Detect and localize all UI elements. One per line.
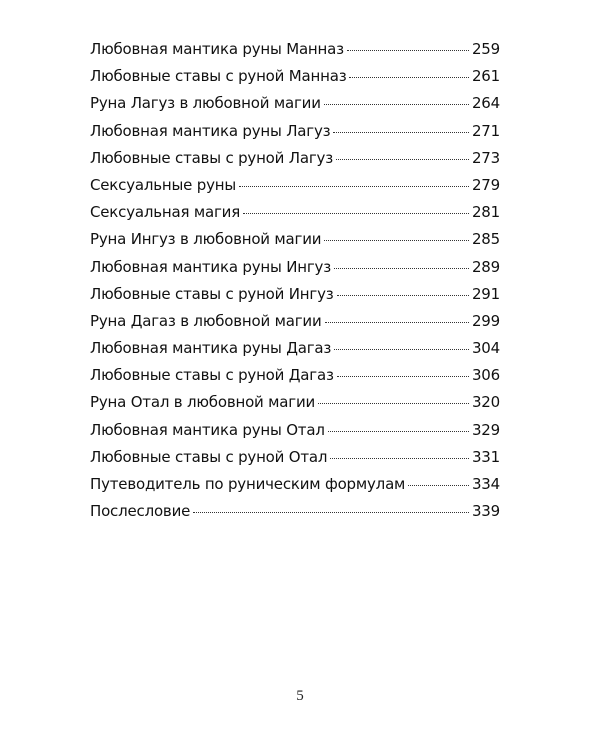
toc-entry: [90, 339, 500, 366]
toc-leader-dots: [408, 485, 469, 486]
toc-entry-page: 285: [471, 230, 500, 249]
toc-entry-page: 331: [471, 447, 500, 466]
toc-leader-dots: [328, 431, 469, 432]
toc-entry-page: 271: [471, 121, 500, 140]
toc-entry-title: Любовная мантика руны Отал: [90, 420, 325, 439]
toc-entry-page: 334: [471, 475, 500, 493]
toc-leader-dots: [330, 458, 469, 459]
toc-entry-title: Любовная мантика руны Ингуз: [90, 257, 331, 276]
toc-entry: [90, 230, 500, 257]
toc-entry-title: Любовная мантика руны Дагаз: [90, 339, 332, 358]
toc-leader-dots: [334, 268, 469, 269]
toc-entry: [90, 40, 500, 67]
toc-entry: [90, 421, 500, 448]
toc-entry: [90, 366, 500, 393]
toc-leader-dots: [334, 349, 469, 350]
toc-leader-dots: [239, 186, 469, 187]
toc-entry-page: 281: [471, 203, 500, 222]
toc-entry-page: 329: [471, 420, 500, 439]
toc-entry-page: 289: [471, 257, 500, 276]
toc-entry-title: Любовные ставы с руной Лагуз: [90, 148, 333, 167]
toc-entry: [90, 258, 500, 285]
toc-entry-page: 304: [471, 339, 500, 358]
toc-entry: [90, 448, 500, 475]
toc-entry-title: Руна Ингуз в любовной магии: [90, 230, 322, 249]
toc-entry: [90, 285, 500, 312]
toc-entry-page: 261: [471, 67, 500, 86]
toc-entry: [90, 67, 500, 94]
toc-entry-title: Послесловие: [90, 502, 191, 521]
toc-entry: [90, 203, 500, 230]
toc-entry-title: Руна Дагаз в любовной магии: [90, 311, 322, 330]
toc-entry-title: Сексуальная магия: [90, 203, 241, 222]
toc-leader-dots: [337, 295, 469, 296]
toc-entry: [90, 122, 500, 149]
table-of-contents: [90, 40, 500, 529]
toc-leader-dots: [325, 322, 469, 323]
toc-leader-dots: [243, 213, 469, 214]
toc-entry-page: 259: [471, 40, 500, 58]
toc-entry: [90, 149, 500, 176]
toc-entry: [90, 176, 500, 203]
toc-entry: [90, 393, 500, 420]
toc-leader-dots: [193, 512, 469, 513]
toc-leader-dots: [349, 77, 468, 78]
toc-entry-title: Любовная мантика руны Лагуз: [90, 121, 331, 140]
toc-leader-dots: [347, 50, 469, 51]
toc-leader-dots: [324, 240, 469, 241]
page-number: 5: [296, 688, 304, 704]
toc-entry-page: 273: [471, 148, 500, 167]
toc-entry-title: Любовные ставы с руной Отал: [90, 447, 328, 466]
toc-entry-page: 339: [471, 502, 500, 521]
toc-leader-dots: [324, 104, 469, 105]
toc-leader-dots: [333, 132, 469, 133]
toc-leader-dots: [337, 376, 469, 377]
toc-entry-page: 264: [471, 94, 500, 113]
toc-entry-page: 291: [471, 284, 500, 303]
toc-entry-title: Любовные ставы с руной Ингуз: [90, 284, 334, 303]
toc-entry-title: Руна Лагуз в любовной магии: [90, 94, 321, 113]
toc-entry-title: Путеводитель по руническим формулам: [90, 475, 406, 493]
toc-entry-page: 320: [471, 393, 500, 412]
toc-entry-title: Сексуальные руны: [90, 175, 237, 194]
toc-leader-dots: [318, 403, 469, 404]
toc-entry-title: Любовные ставы с руной Манназ: [90, 67, 347, 86]
toc-leader-dots: [336, 159, 469, 160]
toc-entry-page: 279: [471, 175, 500, 194]
toc-entry: [90, 502, 500, 529]
toc-entry-title: Любовные ставы с руной Дагаз: [90, 366, 334, 385]
toc-entry-title: Любовная мантика руны Манназ: [90, 40, 344, 58]
toc-entry: [90, 312, 500, 339]
toc-entry: [90, 475, 500, 502]
toc-entry-title: Руна Отал в любовной магии: [90, 393, 316, 412]
toc-entry-page: 299: [471, 311, 500, 330]
toc-entry: [90, 94, 500, 121]
toc-entry-page: 306: [471, 366, 500, 385]
